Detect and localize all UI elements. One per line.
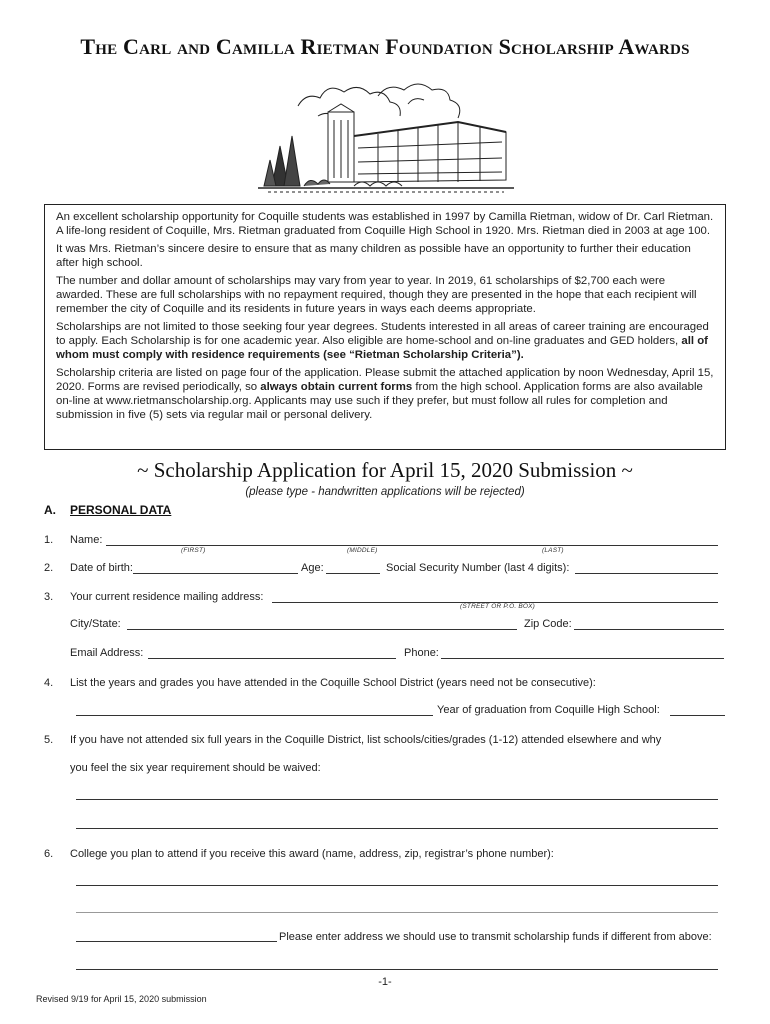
p5-bold: always obtain current forms <box>260 381 413 393</box>
p5-text-b: from the high school. Application forms are also available on-line at www.rietmanscholarship.org. Applicants may use such if they prefer, but must follow all rules for completion and submission in five (5) sets via regular mail or personal delivery. <box>56 381 703 421</box>
name-label: Name: <box>70 534 103 546</box>
q6-text: College you plan to attend if you receive this award (name, address, zip, registrar’s phone number): <box>70 848 554 860</box>
address-label: Your current residence mailing address: <box>70 591 264 603</box>
transmit-address-field[interactable] <box>76 969 718 970</box>
q6-number: 6. <box>44 848 54 860</box>
revision-note: Revised 9/19 for April 15, 2020 submission <box>36 994 207 1004</box>
years-attended-field[interactable] <box>76 715 433 716</box>
dob-field[interactable] <box>133 573 298 574</box>
q1-number: 1. <box>44 534 54 546</box>
name-field[interactable] <box>106 545 718 546</box>
q5-answer-line-1[interactable] <box>76 799 718 800</box>
city-label: City/State: <box>70 618 121 630</box>
q2-number: 2. <box>44 562 54 574</box>
p4-text: Scholarships are not limited to those seeking four year degrees. Students interested in all areas of career training are encouraged to apply. Each Scholarship is for one academic year. Also eligible are home-school and on-line graduates and GED holders, <box>56 321 709 347</box>
page-number: -1- <box>378 976 392 988</box>
caption-first: (FIRST) <box>181 547 206 554</box>
zip-field[interactable] <box>574 629 724 630</box>
age-field[interactable] <box>326 573 380 574</box>
application-subtitle: (please type - handwritten applications will be rejected) <box>245 486 525 498</box>
graduation-label: Year of graduation from Coquille High School: <box>437 704 660 716</box>
q5-answer-line-2[interactable] <box>76 828 718 829</box>
page-title <box>0 34 770 60</box>
section-letter: A. <box>44 503 56 517</box>
building-illustration <box>258 76 514 196</box>
title-text: The Carl and Camilla Rietman Foundation Scholarship Awards <box>80 34 690 59</box>
transmit-label: Please enter address we should use to transmit scholarship funds if different from above: <box>279 931 712 943</box>
q6-answer-line-1[interactable] <box>76 885 718 886</box>
intro-paragraph-4 <box>56 320 714 362</box>
q3-number: 3. <box>44 591 54 603</box>
dob-label: Date of birth: <box>70 562 133 574</box>
ssn-label: Social Security Number (last 4 digits): <box>386 562 570 574</box>
phone-field[interactable] <box>441 658 724 659</box>
age-label: Age: <box>301 562 324 574</box>
intro-paragraph-2: It was Mrs. Rietman’s sincere desire to ensure that as many children as possible have an opportunity to further their education after high school. <box>56 243 691 269</box>
q6-answer-line-3[interactable] <box>76 941 277 942</box>
q5-text-2: you feel the six year requirement should be waived: <box>70 762 321 774</box>
section-heading <box>44 503 171 517</box>
intro-paragraph-1: An excellent scholarship opportunity for Coquille students was established in 1997 by Camilla Rietman, widow of Dr. Carl Rietman. A life-long resident of Coquille, Mrs. Rietman graduated from Coquille High School in 1920. Mrs. Rietman died in 2003 at age 100. <box>56 211 714 237</box>
zip-label: Zip Code: <box>524 618 572 630</box>
caption-street: (STREET OR P.O. BOX) <box>460 603 536 610</box>
q5-number: 5. <box>44 734 54 746</box>
caption-last: (LAST) <box>542 547 564 554</box>
p5-text-a: Scholarship criteria are listed on page four of the application. Please submit the attached application by noon Wednesday, April 15, 2020. Forms are revised periodically, so <box>56 367 714 393</box>
ssn-field[interactable] <box>575 573 718 574</box>
q4-text: List the years and grades you have attended in the Coquille School District (years need not be consecutive): <box>70 677 596 689</box>
p4-bold: all of whom must comply with residence requirements (see “Rietman Scholarship Criteria”). <box>56 335 708 361</box>
intro-paragraph-3: The number and dollar amount of scholarships may vary from year to year. In 2019, 61 scholarships of $2,700 each were awarded. These are full scholarships with no repayment required, though they are presented in the hope that each recipient will remember the city of Coquille and its residents in future years in ways each deems appropriate. <box>56 275 697 315</box>
intro-box <box>44 204 726 450</box>
city-field[interactable] <box>127 629 517 630</box>
graduation-year-field[interactable] <box>670 715 725 716</box>
phone-label: Phone: <box>404 647 439 659</box>
intro-paragraph-5 <box>56 366 714 422</box>
application-title: ~ Scholarship Application for April 15, 2020 Submission ~ <box>137 458 633 482</box>
q5-text: If you have not attended six full years in the Coquille District, list schools/cities/grades (1-12) attended elsewhere and why <box>70 734 662 746</box>
section-title: PERSONAL DATA <box>70 503 172 517</box>
q4-number: 4. <box>44 677 54 689</box>
caption-middle: (MIDDLE) <box>347 547 378 554</box>
q6-answer-line-2[interactable] <box>76 912 718 913</box>
email-label: Email Address: <box>70 647 144 659</box>
email-field[interactable] <box>148 658 396 659</box>
